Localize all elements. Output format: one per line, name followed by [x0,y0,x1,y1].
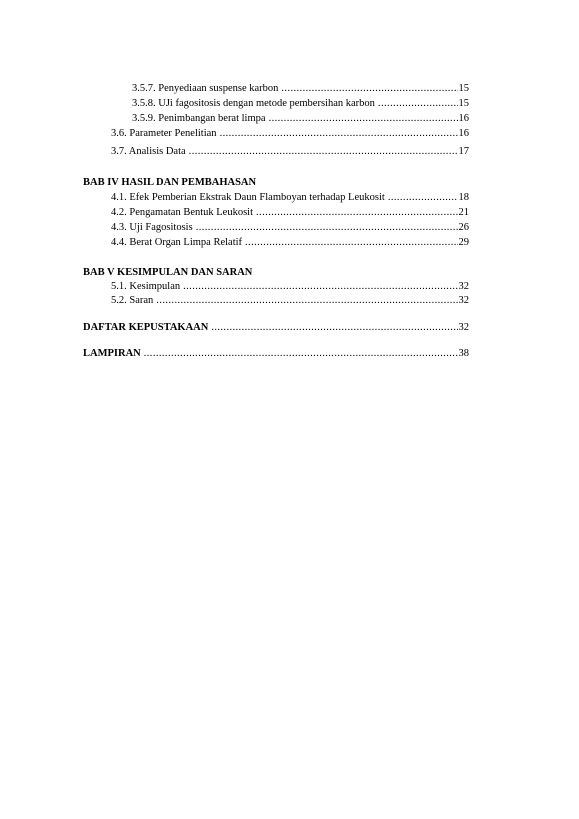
toc-entry-label: 3.5.8. UJi fagositosis dengan metode pembersihan karbon [132,98,375,109]
toc-entry-4-3[interactable] [111,221,469,235]
toc-leader-dots [281,82,457,96]
toc-entry-page: 38 [458,348,469,359]
toc-leader-dots [378,97,458,111]
toc-entry-4-4[interactable] [111,236,469,250]
toc-entry-5-1[interactable] [111,280,469,294]
toc-entry-label: 5.1. Kesimpulan [111,281,181,292]
toc-entry-label: 4.1. Efek Pemberian Ekstrak Daun Flamboyan terhadap Leukosit [111,192,385,203]
toc-entry-4-2[interactable] [111,206,469,220]
toc-leader-dots [189,145,458,159]
toc-entry-5-2[interactable] [111,294,469,308]
toc-entry-page: 32 [458,295,469,306]
toc-leader-dots [183,280,457,294]
toc-entry-label: 4.4. Berat Organ Limpa Relatif [111,237,243,248]
toc-entry-label: DAFTAR KEPUSTAKAAN [83,322,209,333]
toc-entry-3-5-9[interactable] [132,112,469,126]
toc-entry-page: 21 [458,207,469,218]
toc-entry-lampiran[interactable] [83,347,469,361]
toc-entry-page: 29 [458,237,469,248]
toc-entry-label: 4.3. Uji Fagositosis [111,222,193,233]
toc-leader-dots [211,321,457,335]
chapter-heading-bab-4[interactable]: BAB IV HASIL DAN PEMBAHASAN [83,177,257,188]
toc-leader-dots [196,221,458,235]
toc-entry-page: 32 [458,281,469,292]
toc-leader-dots [144,347,458,361]
toc-entry-3-5-7[interactable] [132,82,469,96]
toc-entry-page: 17 [458,146,469,157]
toc-entry-page: 18 [458,192,469,203]
toc-entry-3-5-8[interactable] [132,97,469,111]
toc-entry-page: 16 [458,128,469,139]
toc-entry-daftar-kepustakaan[interactable] [83,321,469,335]
toc-entry-3-7[interactable] [111,145,469,159]
toc-entry-label: LAMPIRAN [83,348,141,359]
toc-entry-label: 3.5.7. Penyediaan suspense karbon [132,83,279,94]
toc-entry-label: 4.2. Pengamatan Bentuk Leukosit [111,207,254,218]
toc-entry-3-6[interactable] [111,127,469,141]
toc-entry-page: 16 [458,113,469,124]
toc-entry-page: 32 [458,322,469,333]
toc-leader-dots [156,294,457,308]
toc-entry-page: 26 [458,222,469,233]
toc-entry-label: 5.2. Saran [111,295,154,306]
toc-leader-dots [245,236,457,250]
chapter-heading-bab-5[interactable]: BAB V KESIMPULAN DAN SARAN [83,267,253,278]
toc-entry-4-1[interactable] [111,191,469,205]
toc-entry-label: 3.7. Analisis Data [111,146,186,157]
toc-leader-dots [256,206,457,220]
toc-leader-dots [220,127,458,141]
toc-leader-dots [388,191,458,205]
toc-entry-label: 3.5.9. Penimbangan berat limpa [132,113,266,124]
toc-leader-dots [269,112,458,126]
toc-entry-page: 15 [458,83,469,94]
toc-entry-label: 3.6. Parameter Penelitian [111,128,217,139]
toc-entry-page: 15 [458,98,469,109]
